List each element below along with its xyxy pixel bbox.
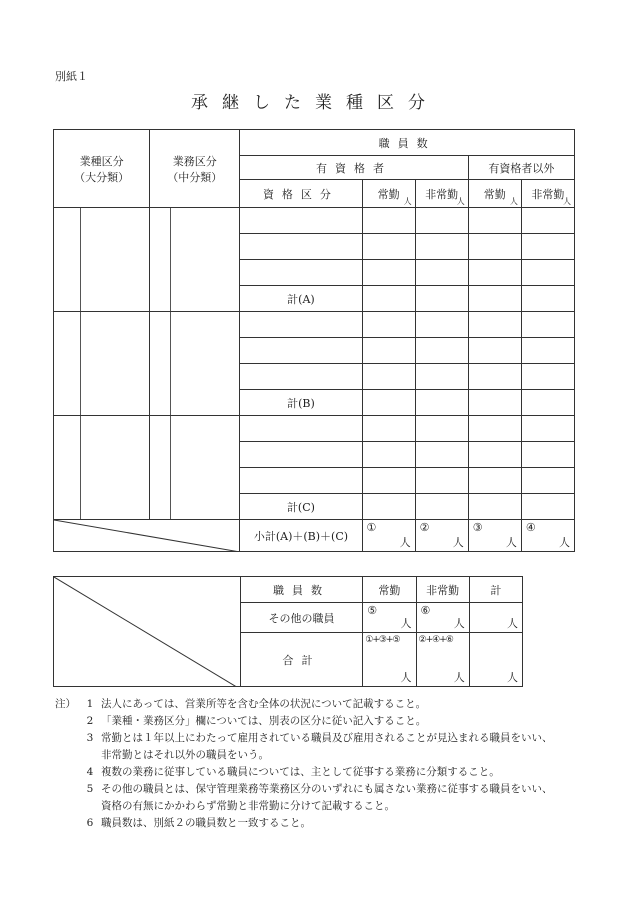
qual-class-cell[interactable] [240, 260, 362, 286]
category-major-cell[interactable] [54, 312, 150, 416]
count-cell[interactable] [362, 286, 415, 312]
count-cell[interactable] [521, 208, 574, 234]
count-cell[interactable] [362, 416, 415, 442]
staff-summary-table [53, 576, 523, 687]
subtotal-c-label: 計(C) [240, 494, 362, 520]
qual-class-cell[interactable] [240, 208, 362, 234]
count-cell[interactable] [521, 312, 574, 338]
count-cell[interactable] [468, 208, 521, 234]
staff-category-table [53, 129, 575, 552]
count-cell[interactable] [521, 364, 574, 390]
category-major-cell[interactable] [54, 416, 150, 520]
count-cell[interactable] [362, 390, 415, 416]
header-qualification-class: 資格区分 [240, 180, 362, 208]
diagonal-cell [54, 520, 240, 552]
count-cell[interactable] [415, 260, 468, 286]
count-cell[interactable] [362, 468, 415, 494]
other-parttime-cell[interactable]: ⑥ 人 [416, 603, 469, 633]
count-cell[interactable] [468, 338, 521, 364]
count-cell[interactable] [468, 390, 521, 416]
count-cell[interactable] [468, 468, 521, 494]
count-cell[interactable] [468, 260, 521, 286]
total-parttime-cell[interactable]: ②+④+⑥ 人 [416, 633, 469, 687]
grand-cell-4[interactable]: ④ 人 [521, 520, 574, 552]
notes-section [55, 696, 581, 832]
header-category-middle: 業務区分 （中分類） [150, 130, 240, 208]
count-cell[interactable] [415, 234, 468, 260]
count-cell[interactable] [362, 442, 415, 468]
total-fulltime-cell[interactable]: ①+③+⑤ 人 [363, 633, 416, 687]
subtotal-b-label: 計(B) [240, 390, 362, 416]
note-item: 3 常勤とは１年以上にわたって雇用されている職員及び雇用されることが見込まれる職員をいい、 [86, 732, 553, 744]
count-cell[interactable] [521, 286, 574, 312]
note-item-continued: 非常勤とはそれ以外の職員をいう。 [101, 749, 269, 761]
count-cell[interactable] [415, 442, 468, 468]
header-category-major: 業種区分 （大分類） [54, 130, 150, 208]
qual-class-cell[interactable] [240, 468, 362, 494]
count-cell[interactable] [521, 442, 574, 468]
header-staff-count: 職員数 [240, 130, 575, 156]
header-parttime: 非常勤 人 [521, 180, 574, 208]
count-cell[interactable] [468, 494, 521, 520]
header-total: 計 [469, 577, 522, 603]
annex-label: 別紙１ [55, 70, 88, 83]
category-major-cell[interactable] [54, 208, 150, 312]
count-cell[interactable] [362, 338, 415, 364]
count-cell[interactable] [362, 234, 415, 260]
count-cell[interactable] [521, 234, 574, 260]
count-cell[interactable] [521, 494, 574, 520]
header-staff-count: 職員数 [240, 577, 363, 603]
count-cell[interactable] [521, 390, 574, 416]
subtotal-a-label: 計(A) [240, 286, 362, 312]
count-cell[interactable] [415, 416, 468, 442]
grand-cell-2[interactable]: ② 人 [415, 520, 468, 552]
row-total-label: 合計 [240, 633, 363, 687]
count-cell[interactable] [362, 494, 415, 520]
note-item: 4 複数の業務に従事している職員については、主として従事する業務に分類すること。 [86, 766, 500, 778]
header-parttime: 非常勤 [416, 577, 469, 603]
count-cell[interactable] [521, 338, 574, 364]
grand-subtotal-label: 小計(A)＋(B)＋(C) [240, 520, 362, 552]
note-item: 注） 1 法人にあっては、営業所等を含む全体の状況について記載すること。 [55, 696, 581, 713]
category-middle-cell[interactable] [150, 208, 240, 312]
count-cell[interactable] [415, 468, 468, 494]
grand-cell-3[interactable]: ③ 人 [468, 520, 521, 552]
qual-class-cell[interactable] [240, 338, 362, 364]
count-cell[interactable] [362, 364, 415, 390]
qual-class-cell[interactable] [240, 234, 362, 260]
header-unqualified: 有資格者以外 [468, 156, 574, 180]
header-fulltime: 常勤 人 [362, 180, 415, 208]
row-other-staff-label: その他の職員 [240, 603, 363, 633]
count-cell[interactable] [415, 494, 468, 520]
header-parttime: 非常勤 人 [415, 180, 468, 208]
qual-class-cell[interactable] [240, 416, 362, 442]
note-item: 6 職員数は、別紙２の職員数と一致すること。 [86, 817, 311, 829]
header-fulltime: 常勤 人 [468, 180, 521, 208]
total-total-cell[interactable]: 人 [469, 633, 522, 687]
diagonal-line [54, 577, 240, 687]
note-item: 2 「業種・業務区分」欄については、別表の区分に従い記入すること。 [86, 715, 427, 727]
note-item: 5 その他の職員とは、保守管理業務等業務区分のいずれにも属さない業務に従事する職員をいい、 [86, 783, 553, 795]
count-cell[interactable] [362, 208, 415, 234]
other-total-cell[interactable]: 人 [469, 603, 522, 633]
note-item-continued: 資格の有無にかかわらず常勤と非常勤に分けて記載すること。 [101, 800, 395, 812]
count-cell[interactable] [415, 286, 468, 312]
count-cell[interactable] [362, 260, 415, 286]
count-cell[interactable] [468, 442, 521, 468]
header-fulltime: 常勤 [363, 577, 416, 603]
qual-class-cell[interactable] [240, 364, 362, 390]
category-middle-cell[interactable] [150, 312, 240, 416]
count-cell[interactable] [468, 234, 521, 260]
count-cell[interactable] [521, 468, 574, 494]
qual-class-cell[interactable] [240, 312, 362, 338]
count-cell[interactable] [521, 260, 574, 286]
diagonal-cell [54, 577, 241, 687]
count-cell[interactable] [415, 312, 468, 338]
other-fulltime-cell[interactable]: ⑤ 人 [363, 603, 416, 633]
count-cell[interactable] [415, 338, 468, 364]
count-cell[interactable] [415, 364, 468, 390]
count-cell[interactable] [415, 208, 468, 234]
count-cell[interactable] [415, 390, 468, 416]
count-cell[interactable] [468, 312, 521, 338]
count-cell[interactable] [521, 416, 574, 442]
grand-cell-1[interactable]: ① 人 [362, 520, 415, 552]
diagonal-line [54, 520, 240, 552]
qual-class-cell[interactable] [240, 442, 362, 468]
count-cell[interactable] [468, 286, 521, 312]
category-middle-cell[interactable] [150, 416, 240, 520]
count-cell[interactable] [362, 312, 415, 338]
count-cell[interactable] [468, 364, 521, 390]
header-qualified: 有資格者 [240, 156, 468, 180]
count-cell[interactable] [468, 416, 521, 442]
notes-prefix: 注） [55, 698, 76, 710]
page-title: 承継した業種区分 [191, 93, 439, 113]
